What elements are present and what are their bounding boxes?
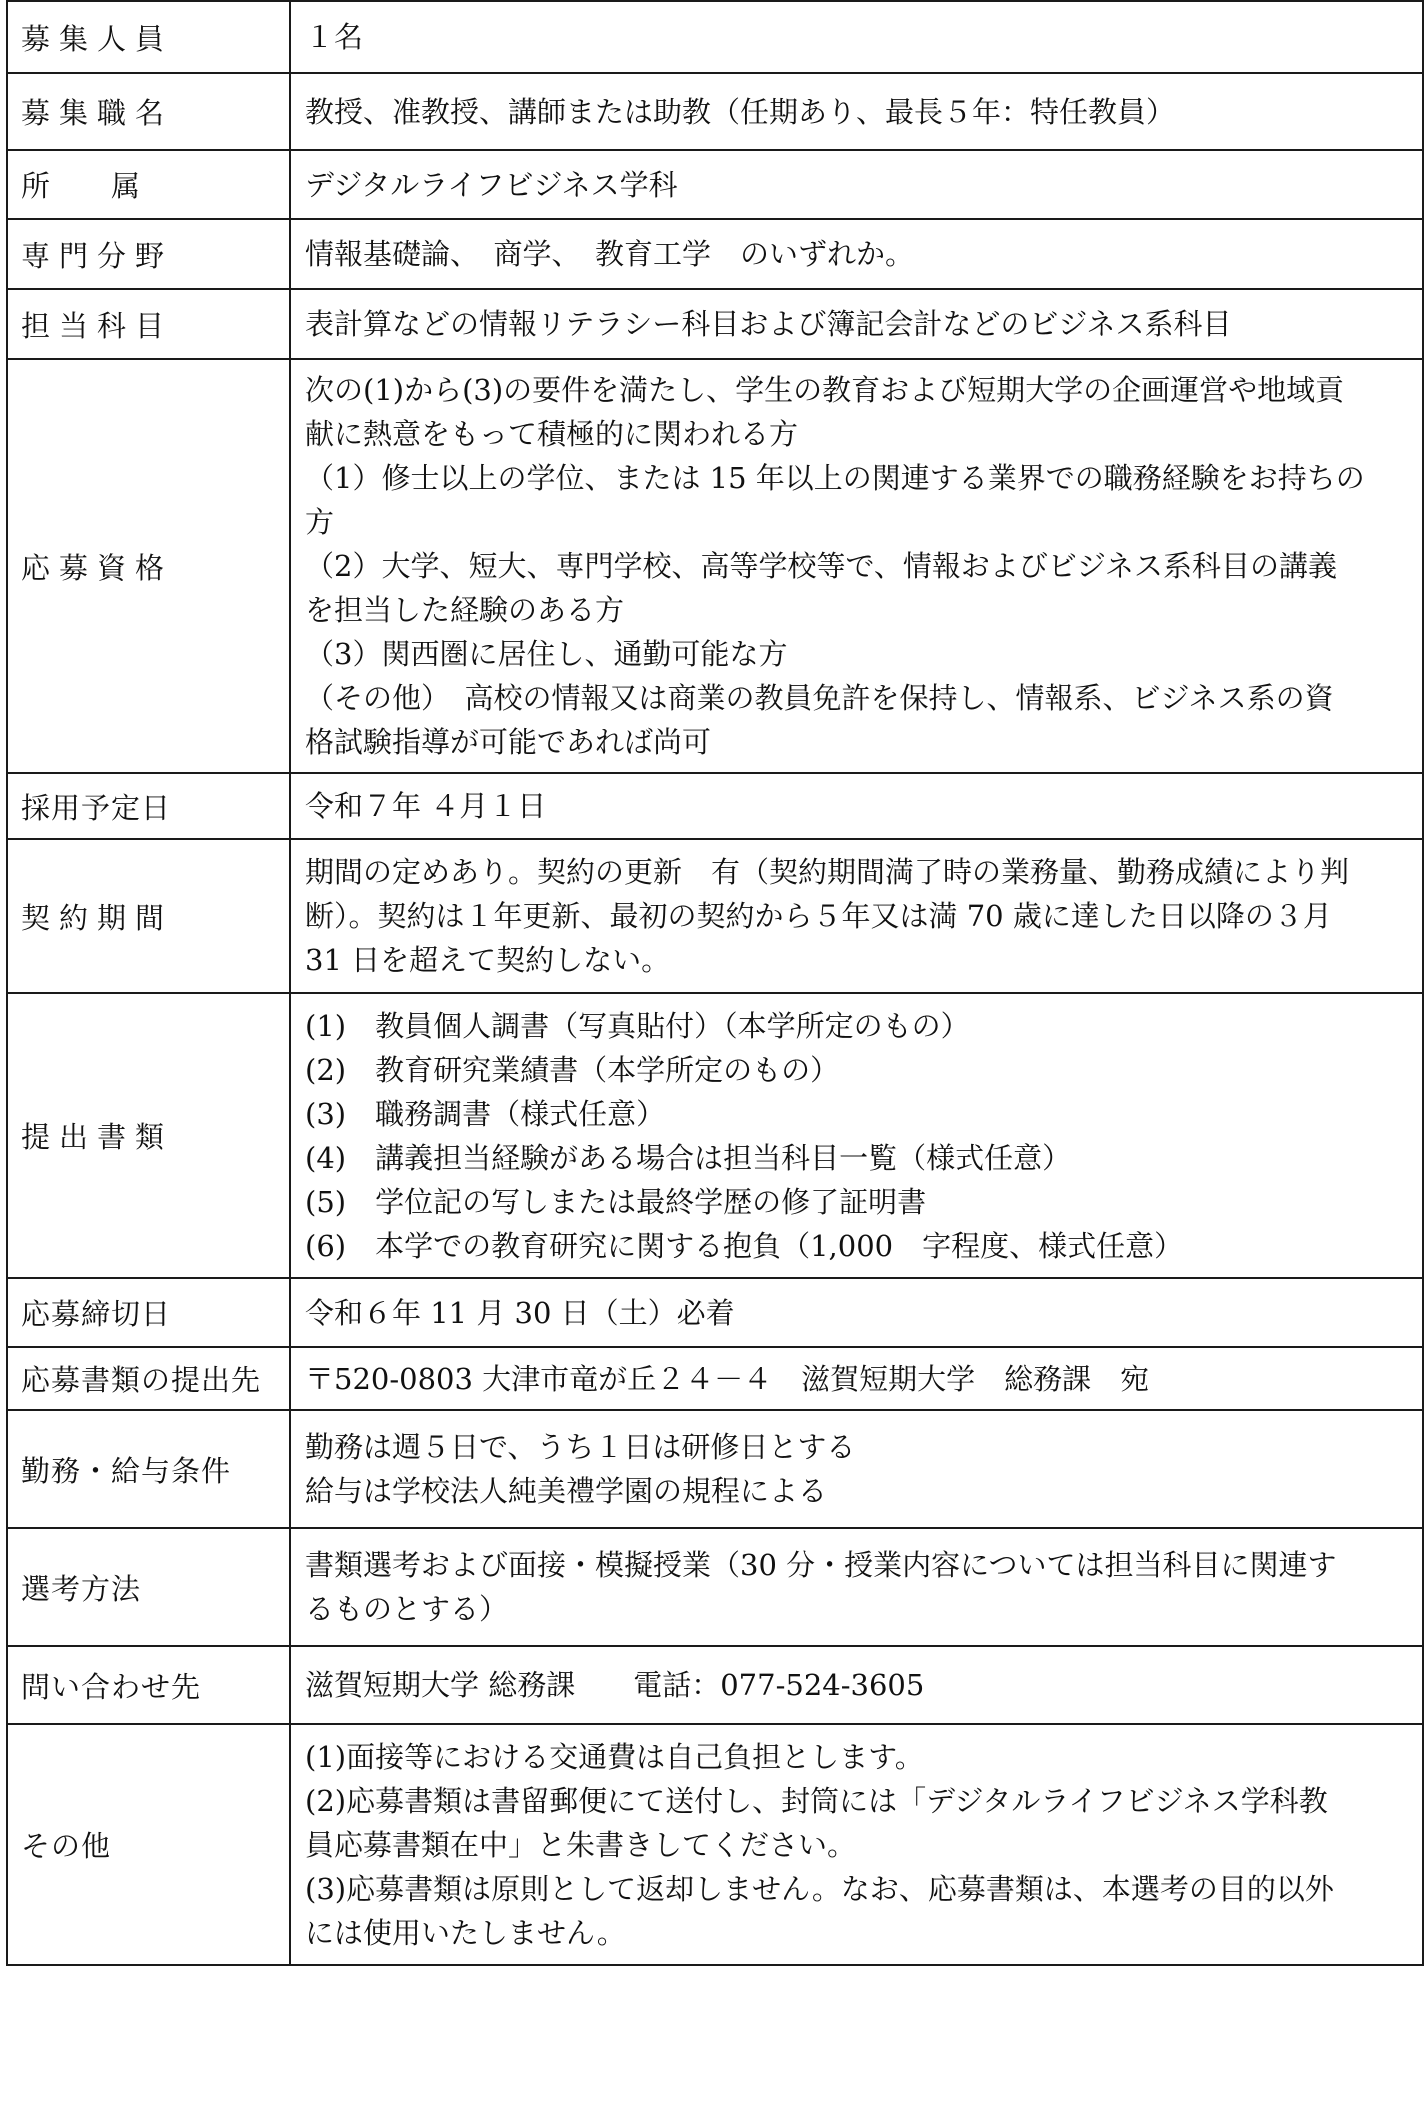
recruitment-info-table: [6, 0, 1424, 1966]
value-affiliation: デジタルライフビジネス学科: [290, 150, 1423, 219]
label-affiliation: 所 属: [7, 150, 290, 219]
row-position: [7, 73, 1423, 150]
value-work-conditions: 勤務は週５日で、うち１日は研修日とする 給与は学校法人純美禮学園の規程による: [290, 1410, 1423, 1528]
label-recruit-count: 募集人員: [7, 1, 290, 73]
row-selection-method: [7, 1528, 1423, 1646]
row-affiliation: [7, 150, 1423, 219]
value-position: 教授、准教授、講師または助教（任期あり、最長５年：特任教員）: [290, 73, 1423, 150]
value-other: (1)面接等における交通費は自己負担とします。 (2)応募書類は書留郵便にて送付し、封筒には「デジタルライフビジネス学科教 員応募書類在中」と朱書きしてください。 (3)応募書類は原則として返却しません。なお、応募書類は、本選考の目的以外 には使用いたしません。: [290, 1724, 1423, 1965]
label-deadline: 応募締切日: [7, 1278, 290, 1347]
value-submit-to: 〒520-0803 大津市竜が丘２４－４ 滋賀短期大学 総務課 宛: [290, 1347, 1423, 1410]
label-work-conditions: 勤務・給与条件: [7, 1410, 290, 1528]
row-submit-to: [7, 1347, 1423, 1410]
row-other: [7, 1724, 1423, 1965]
label-position: 募集職名: [7, 73, 290, 150]
label-submit-to: 応募書類の提出先: [7, 1347, 290, 1410]
value-contact: 滋賀短期大学 総務課 電話：077-524-3605: [290, 1646, 1423, 1724]
row-recruit-count: [7, 1, 1423, 73]
label-subjects: 担当科目: [7, 289, 290, 359]
value-selection-method: 書類選考および面接・模擬授業（30 分・授業内容については担当科目に関連す るものとする）: [290, 1528, 1423, 1646]
value-deadline: 令和６年 11 月 30 日（土）必着: [290, 1278, 1423, 1347]
value-subjects: 表計算などの情報リテラシー科目および簿記会計などのビジネス系科目: [290, 289, 1423, 359]
row-contract-period: [7, 839, 1423, 993]
row-documents: [7, 993, 1423, 1278]
label-contact: 問い合わせ先: [7, 1646, 290, 1724]
value-specialty: 情報基礎論、 商学、 教育工学 のいずれか。: [290, 219, 1423, 289]
value-recruit-count: １名: [290, 1, 1423, 73]
label-selection-method: 選考方法: [7, 1528, 290, 1646]
value-contract-period: 期間の定めあり。契約の更新 有（契約期間満了時の業務量、勤務成績により判 断）。契約は１年更新、最初の契約から５年又は満 70 歳に達した日以降の３月 31 日を超えて契約しない。: [290, 839, 1423, 993]
row-deadline: [7, 1278, 1423, 1347]
label-specialty: 専門分野: [7, 219, 290, 289]
label-start-date: 採用予定日: [7, 773, 290, 839]
label-contract-period: 契約期間: [7, 839, 290, 993]
row-qualifications: [7, 359, 1423, 773]
value-qualifications: 次の(1)から(3)の要件を満たし、学生の教育および短期大学の企画運営や地域貢 献に熱意をもって積極的に関われる方 （1）修士以上の学位、または 15 年以上の関連する業界での職務経験をお持ちの 方 （2）大学、短大、専門学校、高等学校等で、情報およびビジネス系科目の講義 を担当した経験のある方 （3）関西圏に居住し、通勤可能な方 （その他） 高校の情報又は商業の教員免許を保持し、情報系、ビジネス系の資 格試験指導が可能であれば尚可: [290, 359, 1423, 773]
row-work-conditions: [7, 1410, 1423, 1528]
row-start-date: [7, 773, 1423, 839]
label-qualifications: 応募資格: [7, 359, 290, 773]
value-start-date: 令和７年 ４月１日: [290, 773, 1423, 839]
row-contact: [7, 1646, 1423, 1724]
row-specialty: [7, 219, 1423, 289]
value-documents: (1) 教員個人調書（写真貼付）（本学所定のもの） (2) 教育研究業績書（本学所定のもの） (3) 職務調書（様式任意） (4) 講義担当経験がある場合は担当科目一覧（様式任意） (5) 学位記の写しまたは最終学歴の修了証明書 (6) 本学での教育研究に関する抱負（1,000 字程度、様式任意）: [290, 993, 1423, 1278]
label-documents: 提出書類: [7, 993, 290, 1278]
label-other: その他: [7, 1724, 290, 1965]
row-subjects: [7, 289, 1423, 359]
